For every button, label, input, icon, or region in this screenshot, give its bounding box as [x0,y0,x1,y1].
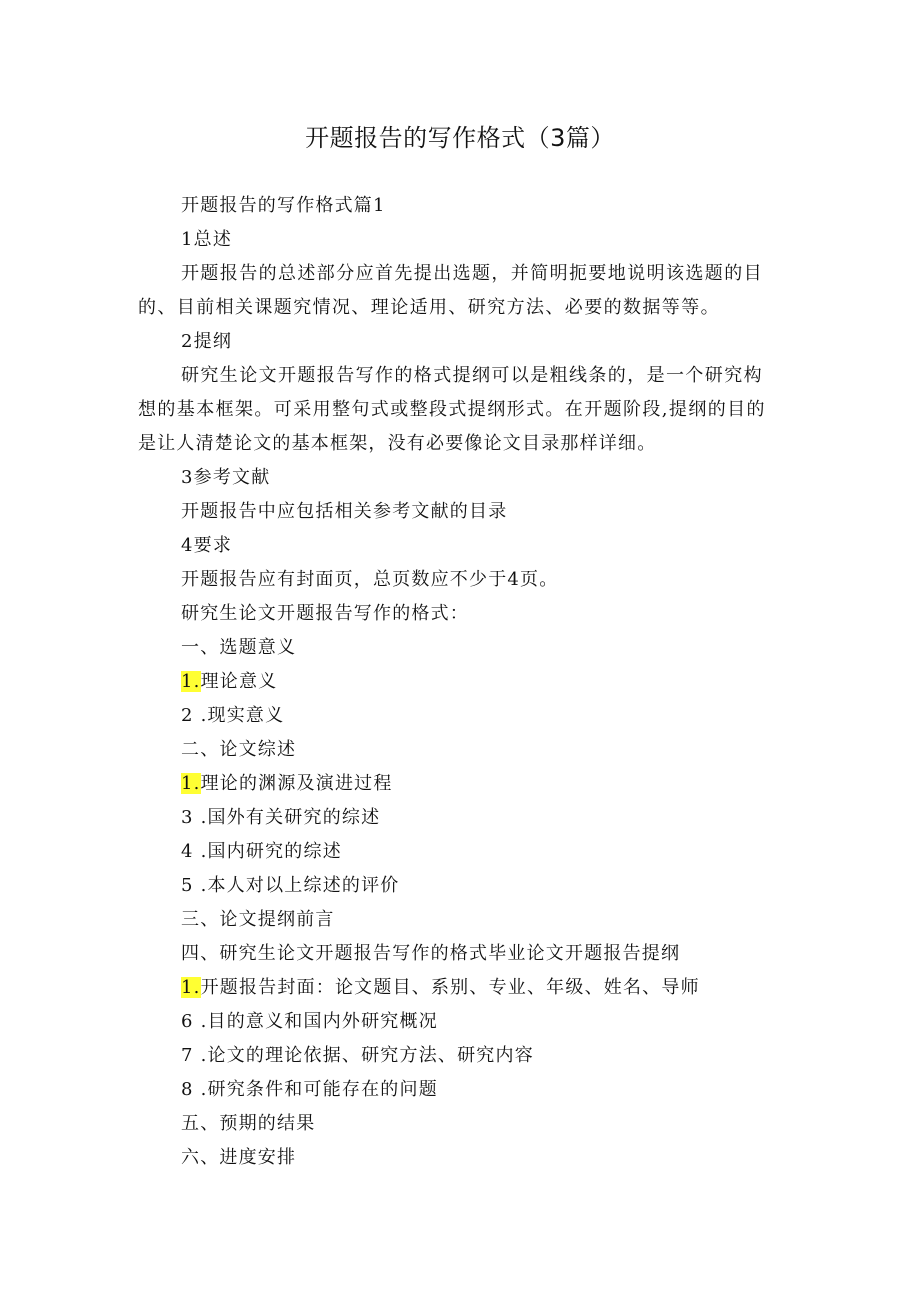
highlighted-list-marker: 1. [181,977,201,998]
document-line [138,495,786,529]
document-line [138,393,786,427]
document-line [138,1073,786,1107]
document-line [138,733,786,767]
document-line [138,699,786,733]
document-line [138,903,786,937]
line-text: 开题报告中应包括相关参考文献的目录 [181,501,508,522]
line-text: 2 .现实意义 [181,705,285,726]
line-text: 3 .国外有关研究的综述 [181,807,381,828]
document-line [138,631,786,665]
document-line [138,801,786,835]
line-text: 二、论文综述 [181,739,297,760]
document-line [138,257,786,291]
line-text: 六、进度安排 [181,1147,297,1168]
document-line [138,223,786,257]
document-line [138,359,786,393]
line-text: 三、论文提纲前言 [181,909,335,930]
document-body [138,189,786,1175]
line-text: 想的基本框架。可采用整句式或整段式提纲形式。在开题阶段,提纲的目的 [138,399,766,420]
document-line [138,291,786,325]
line-text: 五、预期的结果 [181,1113,316,1134]
document-line [138,563,786,597]
line-text: 3参考文献 [181,467,271,488]
line-text: 6 .目的意义和国内外研究概况 [181,1011,438,1032]
line-text: 4要求 [181,535,233,556]
document-line [138,971,786,1005]
document-line [138,1005,786,1039]
document-line [138,427,786,461]
line-text: 5 .本人对以上综述的评价 [181,875,400,896]
document-line [138,1039,786,1073]
document-title: 开题报告的写作格式（3篇） [305,124,615,152]
document-line [138,1107,786,1141]
line-text: 的、目前相关课题究情况、理论适用、研究方法、必要的数据等等。 [138,297,720,318]
document-line [138,529,786,563]
line-text: 四、研究生论文开题报告写作的格式毕业论文开题报告提纲 [181,943,681,964]
document-line [138,937,786,971]
line-text: 是让人清楚论文的基本框架，没有必要像论文目录那样详细。 [138,433,657,454]
line-text: 理论意义 [200,671,278,692]
document-line [138,597,786,631]
line-text: 开题报告的写作格式篇1 [181,195,386,216]
line-text: 7 .论文的理论依据、研究方法、研究内容 [181,1045,534,1066]
document-line [138,461,786,495]
line-text: 开题报告应有封面页，总页数应不少于4页。 [181,569,559,590]
line-text: 研究生论文开题报告写作的格式提纲可以是粗线条的，是一个研究构 [181,365,763,386]
line-text: 8 .研究条件和可能存在的问题 [181,1079,438,1100]
highlighted-list-marker: 1. [181,773,201,794]
document-line [138,869,786,903]
document-line [138,835,786,869]
line-text: 开题报告的总述部分应首先提出选题，并简明扼要地说明该选题的目 [181,263,763,284]
line-text: 开题报告封面：论文题目、系别、专业、年级、姓名、导师 [200,977,700,998]
line-text: 1总述 [181,229,233,250]
line-text: 一、选题意义 [181,637,297,658]
line-text: 理论的渊源及演进过程 [200,773,393,794]
line-text: 研究生论文开题报告写作的格式： [181,603,469,624]
document-line [138,1141,786,1175]
document-line [138,325,786,359]
line-text: 2提纲 [181,331,233,352]
document-line [138,767,786,801]
document-line [138,189,786,223]
document-line [138,665,786,699]
highlighted-list-marker: 1. [181,671,201,692]
line-text: 4 .国内研究的综述 [181,841,342,862]
